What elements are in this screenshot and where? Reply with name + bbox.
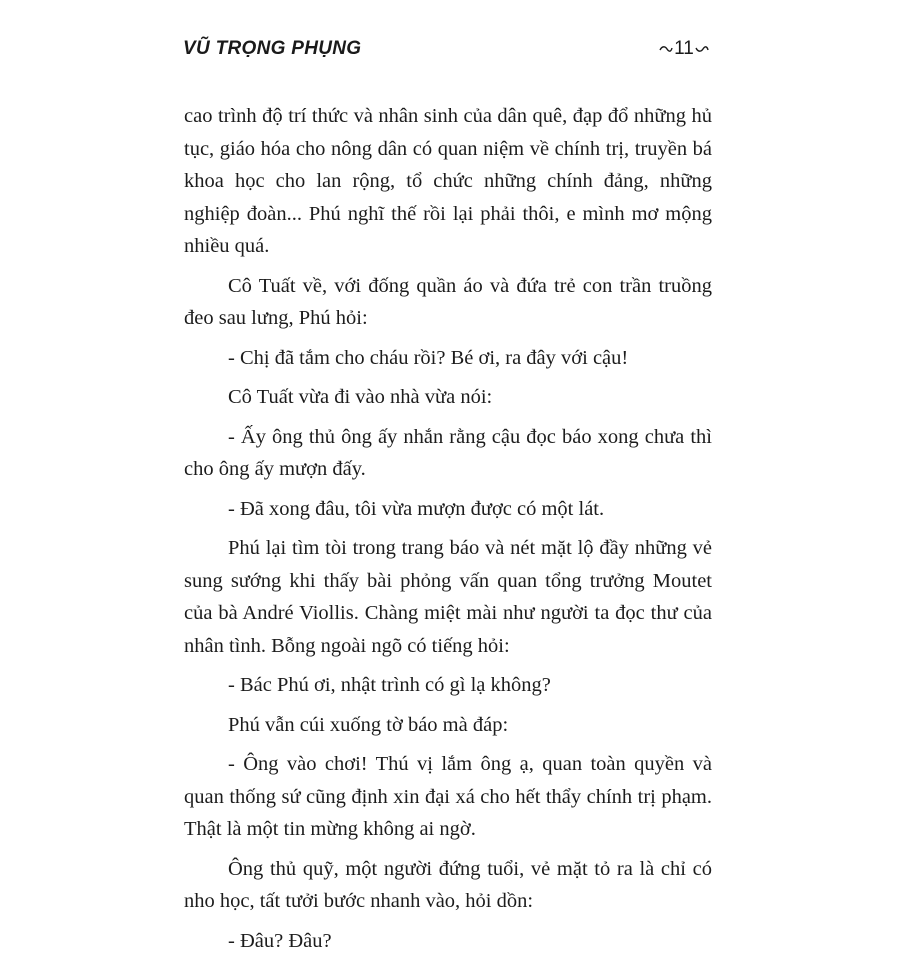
paragraph: Phú vẫn cúi xuống tờ báo mà đáp:	[228, 713, 509, 736]
dialogue-line: - Ấy ông thủ ông ấy nhắn rằng cậu đọc báo xong chưa thì cho ông ấy mượn đấy.	[184, 425, 712, 480]
dialogue-line: - Đâu? Đâu?	[228, 929, 332, 952]
dialogue-line: - Bác Phú ơi, nhật trình có gì lạ không?	[228, 674, 551, 696]
left-swash-icon	[659, 44, 673, 54]
paragraph: cao trình độ trí thức và nhân sinh của dân quê, đạp đổ những hủ tục, giáo hóa cho nông dân có quan niệm về chính trị, truyền bá khoa học cho lan rộng, tổ chức những chính đảng, những nghiệp đoàn... Phú nghĩ thế rồi lại phải thôi, e mình mơ mộng nhiều quá.	[184, 105, 712, 257]
paragraph: Cô Tuất vừa đi vào nhà vừa nói:	[228, 386, 493, 408]
running-head-author: VŨ TRỌNG PHỤNG	[183, 38, 362, 59]
body-text	[184, 100, 712, 964]
dialogue-line: - Đã xong đâu, tôi vừa mượn được có một lát.	[228, 497, 605, 520]
right-swash-icon	[695, 44, 709, 54]
page-number: 11	[674, 38, 694, 59]
dialogue-line: - Ông vào chơi! Thú vị lắm ông ạ, quan toàn quyền và quan thống sứ cũng định xin đại xá cho hết thẩy chính trị phạm. Thật là một tin mừng không ai ngờ.	[184, 753, 712, 840]
paragraph: Ông thủ quỹ, một người đứng tuổi, vẻ mặt tỏ ra là chỉ có nho học, tất tưởi bước nhanh vào, hỏi dồn:	[184, 857, 712, 912]
page-number-ornament	[654, 36, 714, 62]
paragraph: Phú lại tìm tòi trong trang báo và nét mặt lộ đầy những vẻ sung sướng khi thấy bài phỏng vấn quan tổng trưởng Moutet của bà André Viollis. Chàng miệt mài như người ta đọc thư của nhân tình. Bỗng ngoài ngõ có tiếng hỏi:	[184, 537, 712, 657]
paragraph: Cô Tuất về, với đống quần áo và đứa trẻ con trần truồng đeo sau lưng, Phú hỏi:	[184, 274, 712, 329]
dialogue-line: - Chị đã tắm cho cháu rồi? Bé ơi, ra đây với cậu!	[228, 346, 629, 369]
